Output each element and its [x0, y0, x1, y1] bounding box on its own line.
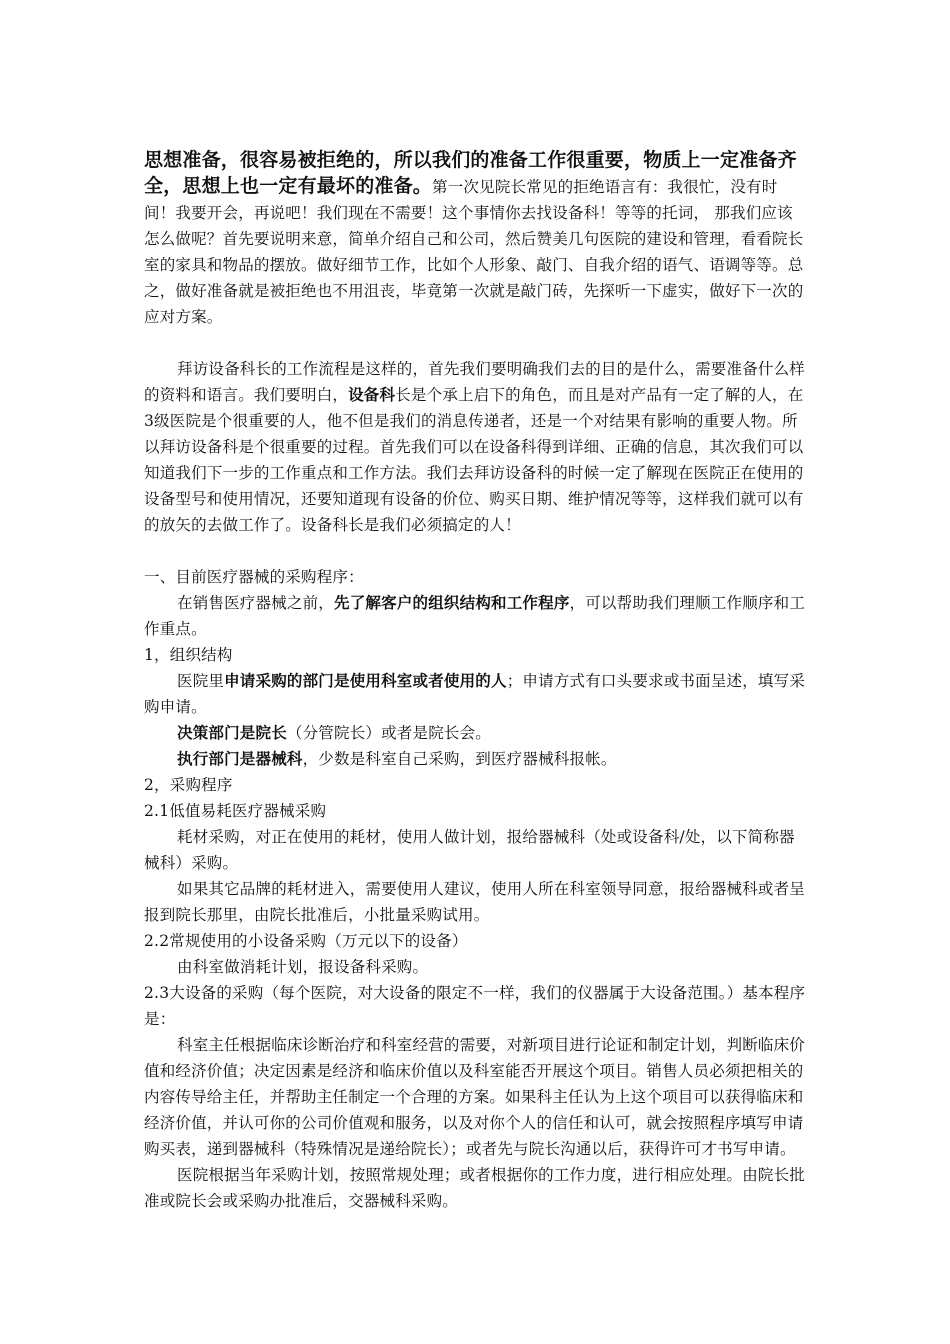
decision-paragraph	[144, 720, 806, 746]
small-equipment-paragraph: 由科室做消耗计划，报设备科采购。	[177, 958, 429, 976]
visit-paragraph	[144, 356, 806, 538]
execution-text: ，少数是科室自己采购，到医疗器械科报帐。	[302, 750, 617, 768]
decision-bold: 决策部门是院长	[177, 723, 287, 742]
visit-text-1: 拜访设备科长的工作流程是这样的，首先我们要明确我们去的目的是什么，需要准备什么样的资料和语言。我们要明白，	[144, 360, 806, 404]
section-1-intro	[144, 590, 806, 642]
intro-bold-lead: 思想准备，很容易被拒绝的，所以我们的准备工作很重要，物质上一定准备齐全，思想上也一定有最坏的准备。	[144, 149, 797, 197]
large-equipment-paragraph: 科室主任根据临床诊断治疗和科室经营的需要，对新项目进行论证和制定计划，判断临床价值和经济价值；决定因素是经济和临床价值以及科室能否开展这个项目。销售人员必须把相关的内容传导给主任，并帮助主任制定一个合理的方案。如果科主任认为上这个项目可以获得临床和经济价值，并认可你的公司价值观和服务，以及对你个人的信任和认可，就会按照程序填写申请购买表，递到器械科（特殊情况是递给院长）；或者先与院长沟通以后，获得许可才书写申请。	[144, 1036, 806, 1158]
intro-paragraph	[144, 148, 806, 330]
s1-text-a: 在销售医疗器械之前，	[177, 594, 335, 612]
consumables-paragraph: 耗材采购，对正在使用的耗材，使用人做计划，报给器械科（处或设备科/处，以下简称器械科）采购。	[144, 828, 795, 872]
decision-text: （分管院长）或者是院长会。	[286, 724, 492, 742]
s1-text-c: ，可以帮助我们理顺工作顺序和工作重点。	[144, 594, 806, 638]
execution-paragraph	[144, 746, 806, 772]
new-brand-paragraph: 如果其它品牌的耗材进入，需要使用人建议，使用人所在科室领导同意，报给器械科或者呈报到院长那里，由院长批准后，小批量采购试用。	[144, 880, 806, 924]
approval-paragraph: 医院根据当年采购计划，按照常规处理；或者根据你的工作力度，进行相应处理。由院长批准或院长会或采购办批准后，交器械科采购。	[144, 1166, 806, 1210]
s1-bold: 先了解客户的组织结构和工作程序	[334, 593, 570, 612]
subsection-1-heading: 1，组织结构	[144, 646, 233, 664]
subsection-2-3-heading: 2.3大设备的采购（每个医院，对大设备的限定不一样，我们的仪器属于大设备范围。）基本程序是：	[144, 984, 806, 1028]
subsection-2-heading: 2，采购程序	[144, 776, 233, 794]
paragraph-gap	[144, 330, 806, 356]
apply-paragraph	[144, 668, 806, 720]
visit-bold-term: 设备科	[348, 385, 396, 404]
apply-bold: 申请采购的部门是使用科室或者使用的人	[224, 671, 507, 690]
apply-text-c: ；申请方式有口头要求或书面呈述，填写采购申请。	[144, 672, 806, 716]
apply-text-a: 医院里	[177, 672, 225, 690]
execution-bold: 执行部门是器械科	[177, 749, 303, 768]
intro-text: 第一次见院长常见的拒绝语言有：我很忙，没有时间！我要开会，再说吧！我们现在不需要！这个事情你去找设备科！等等的托词， 那我们应该怎么做呢？首先要说明来意，简单介绍自己和公司，然后赞美几句医院的建设和管理，看看院长室的家具和物品的摆放。做好细节工作，比如个人形象、敲门、自我介绍的语气、语调等等。总之，做好准备就是被拒绝也不用沮丧，毕竟第一次就是敲门砖，先探听一下虚实，做好下一次的应对方案。	[144, 178, 804, 326]
visit-text-2: 长是个承上启下的角色，而且是对产品有一定了解的人，在3级医院是个很重要的人，他不但是我们的消息传递者，还是一个对结果有影响的重要人物。所以拜访设备科是个很重要的过程。首先我们可以在设备科得到详细、正确的信息，其次我们可以知道我们下一步的工作重点和工作方法。我们去拜访设备科的时候一定了解现在医院正在使用的设备型号和使用情况，还要知道现有设备的价位、购买日期、维护情况等等，这样我们就可以有的放矢的去做工作了。设备科长是我们必须搞定的人！	[144, 386, 804, 534]
paragraph-gap	[144, 538, 806, 564]
subsection-2-1-heading: 2.1低值易耗医疗器械采购	[144, 802, 327, 820]
document-page	[144, 148, 806, 1214]
subsection-2-2-heading: 2.2常规使用的小设备采购（万元以下的设备）	[144, 932, 468, 950]
section-1-heading: 一、目前医疗器械的采购程序：	[144, 568, 364, 586]
